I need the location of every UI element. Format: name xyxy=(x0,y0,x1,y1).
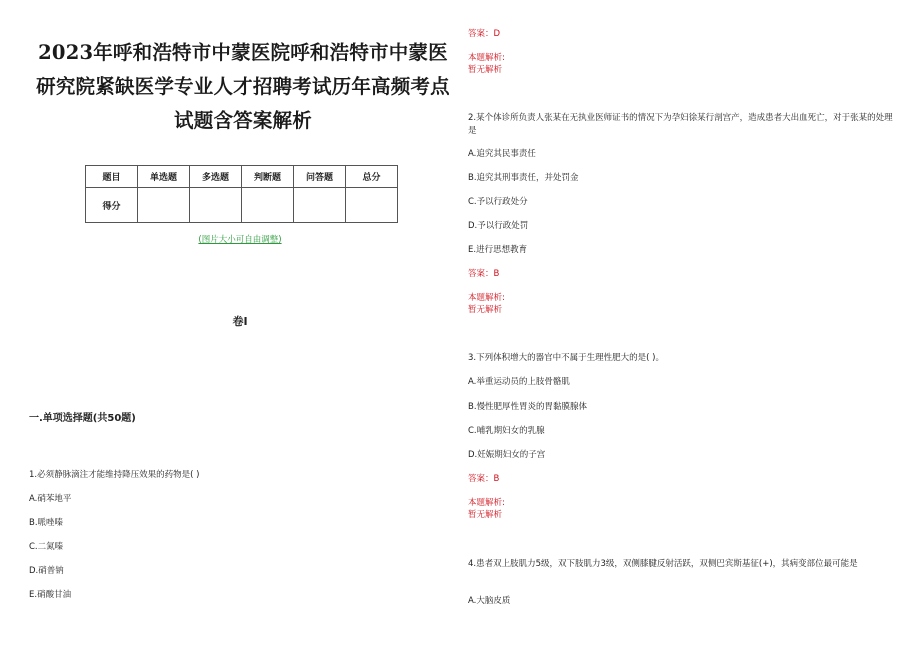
question-option: A.举重运动员的上肢骨骼肌 xyxy=(468,377,570,387)
question-option: E.进行思想教育 xyxy=(468,245,528,255)
answer-label: 答案：B xyxy=(468,269,500,279)
question-option: B.慢性肥厚性胃炎的胃黏膜腺体 xyxy=(468,402,588,412)
question-option: A.大脑皮质 xyxy=(468,596,511,606)
score-table xyxy=(85,165,398,223)
question-option: C.哺乳期妇女的乳腺 xyxy=(468,426,545,436)
analysis-label: 本题解析: xyxy=(468,53,505,63)
document-title xyxy=(28,36,458,138)
question-option: D.妊娠期妇女的子宫 xyxy=(468,450,546,460)
score-table-header: 单选题 xyxy=(138,166,190,188)
score-cell xyxy=(346,188,398,223)
answer-label: 答案：B xyxy=(468,474,500,484)
question-text: 4.患者双上肢肌力5级，双下肢肌力3级，双侧膝腱反射活跃，双侧巴宾斯基征(+)，其病变部位最可能是 xyxy=(468,559,858,569)
score-cell xyxy=(190,188,242,223)
score-table-header-row xyxy=(86,166,398,188)
title-line: 试题含答案解析 xyxy=(174,109,312,132)
image-caption-link[interactable]: (图片大小可自由调整) xyxy=(198,235,282,245)
score-table-header: 题目 xyxy=(86,166,138,188)
question-option: A.追究其民事责任 xyxy=(468,149,536,159)
question-option: B.追究其刑事责任，并处罚金 xyxy=(468,173,579,183)
score-table-row xyxy=(86,188,398,223)
question-option: D.硝普钠 xyxy=(29,566,64,576)
question-option: B.哌唑嗪 xyxy=(29,518,64,528)
score-row-label: 得分 xyxy=(86,188,138,223)
question-text: 1.必须静脉滴注才能维持降压效果的药物是( ) xyxy=(29,470,200,480)
question-option: E.硝酸甘油 xyxy=(29,590,72,600)
title-line: 2023年呼和浩特市中蒙医院呼和浩特市中蒙医 xyxy=(38,41,448,64)
score-cell xyxy=(138,188,190,223)
question-text: 2.某个体诊所负责人张某在无执业医师证书的情况下为孕妇徐某行剖宫产，造成患者大出血死亡，对于张某的处理是 xyxy=(468,113,893,136)
score-table-header: 问答题 xyxy=(294,166,346,188)
analysis-text: 暂无解析 xyxy=(468,510,503,520)
score-cell xyxy=(242,188,294,223)
score-table-header: 总分 xyxy=(346,166,398,188)
analysis-label: 本题解析: xyxy=(468,498,505,508)
answer-label: 答案：D xyxy=(468,29,501,39)
question-text: 3.下列体积增大的器官中不属于生理性肥大的是( )。 xyxy=(468,353,664,363)
question-option: C.予以行政处分 xyxy=(468,197,528,207)
analysis-text: 暂无解析 xyxy=(468,65,503,75)
question-option: D.予以行政处罚 xyxy=(468,221,529,231)
score-cell xyxy=(294,188,346,223)
analysis-text: 暂无解析 xyxy=(468,305,503,315)
question-option: A.硝苯地平 xyxy=(29,494,72,504)
question-option: C.二氮嗪 xyxy=(29,542,64,552)
score-table-header: 判断题 xyxy=(242,166,294,188)
analysis-label: 本题解析: xyxy=(468,293,505,303)
volume-heading: 卷Ⅰ xyxy=(232,315,248,328)
score-table-header: 多选题 xyxy=(190,166,242,188)
title-line: 研究院紧缺医学专业人才招聘考试历年高频考点 xyxy=(36,75,450,98)
section-heading: 一.单项选择题(共50题) xyxy=(29,413,136,424)
